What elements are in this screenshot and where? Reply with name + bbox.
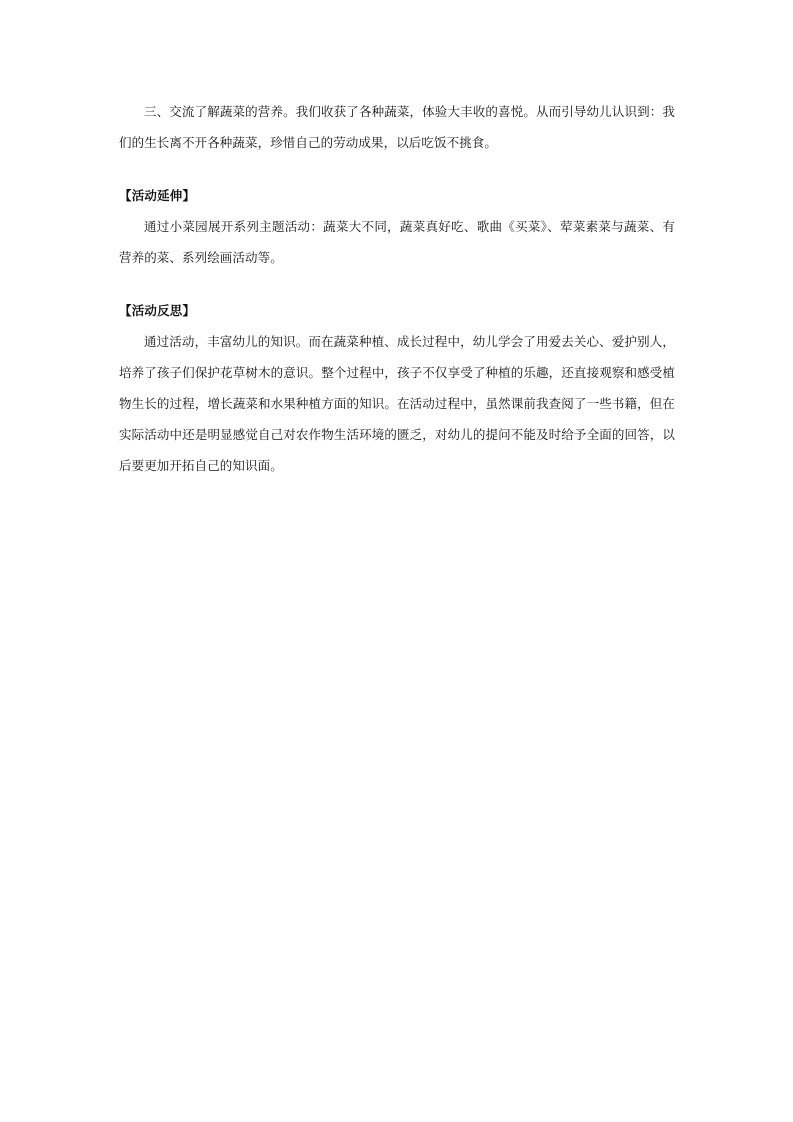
document-body [119, 96, 675, 481]
spacer [119, 158, 675, 180]
paragraph-activity-reflection: 通过活动，丰富幼儿的知识。而在蔬菜种植、成长过程中，幼儿学会了用爱去关心、爱护别人，培养了孩子们保护花草树木的意识。整个过程中，孩子不仅享受了种植的乐趣，还直接观察和感受植物生长的过程，增长蔬菜和水果种植方面的知识。在活动过程中，虽然课前我查阅了一些书籍，但在实际活动中还是明显感觉自己对农作物生活环境的匮乏，对幼儿的提问不能及时给予全面的回答，以后要更加开拓自己的知识面。 [119, 334, 675, 473]
paragraph-nutrition: 三、交流了解蔬菜的营养。我们收获了各种蔬菜，体验大丰收的喜悦。从而引导幼儿认识到：我们的生长离不开各种蔬菜，珍惜自己的劳动成果，以后吃饭不挑食。 [119, 104, 675, 150]
heading-activity-reflection: 【活动反思】 [119, 303, 196, 318]
heading-activity-extension: 【活动延伸】 [119, 188, 196, 203]
spacer [119, 273, 675, 295]
paragraph-activity-extension: 通过小菜园展开系列主题活动：蔬菜大不同，蔬菜真好吃、歌曲《买菜》、荤菜素菜与蔬菜、有营养的菜、系列绘画活动等。 [119, 219, 675, 265]
